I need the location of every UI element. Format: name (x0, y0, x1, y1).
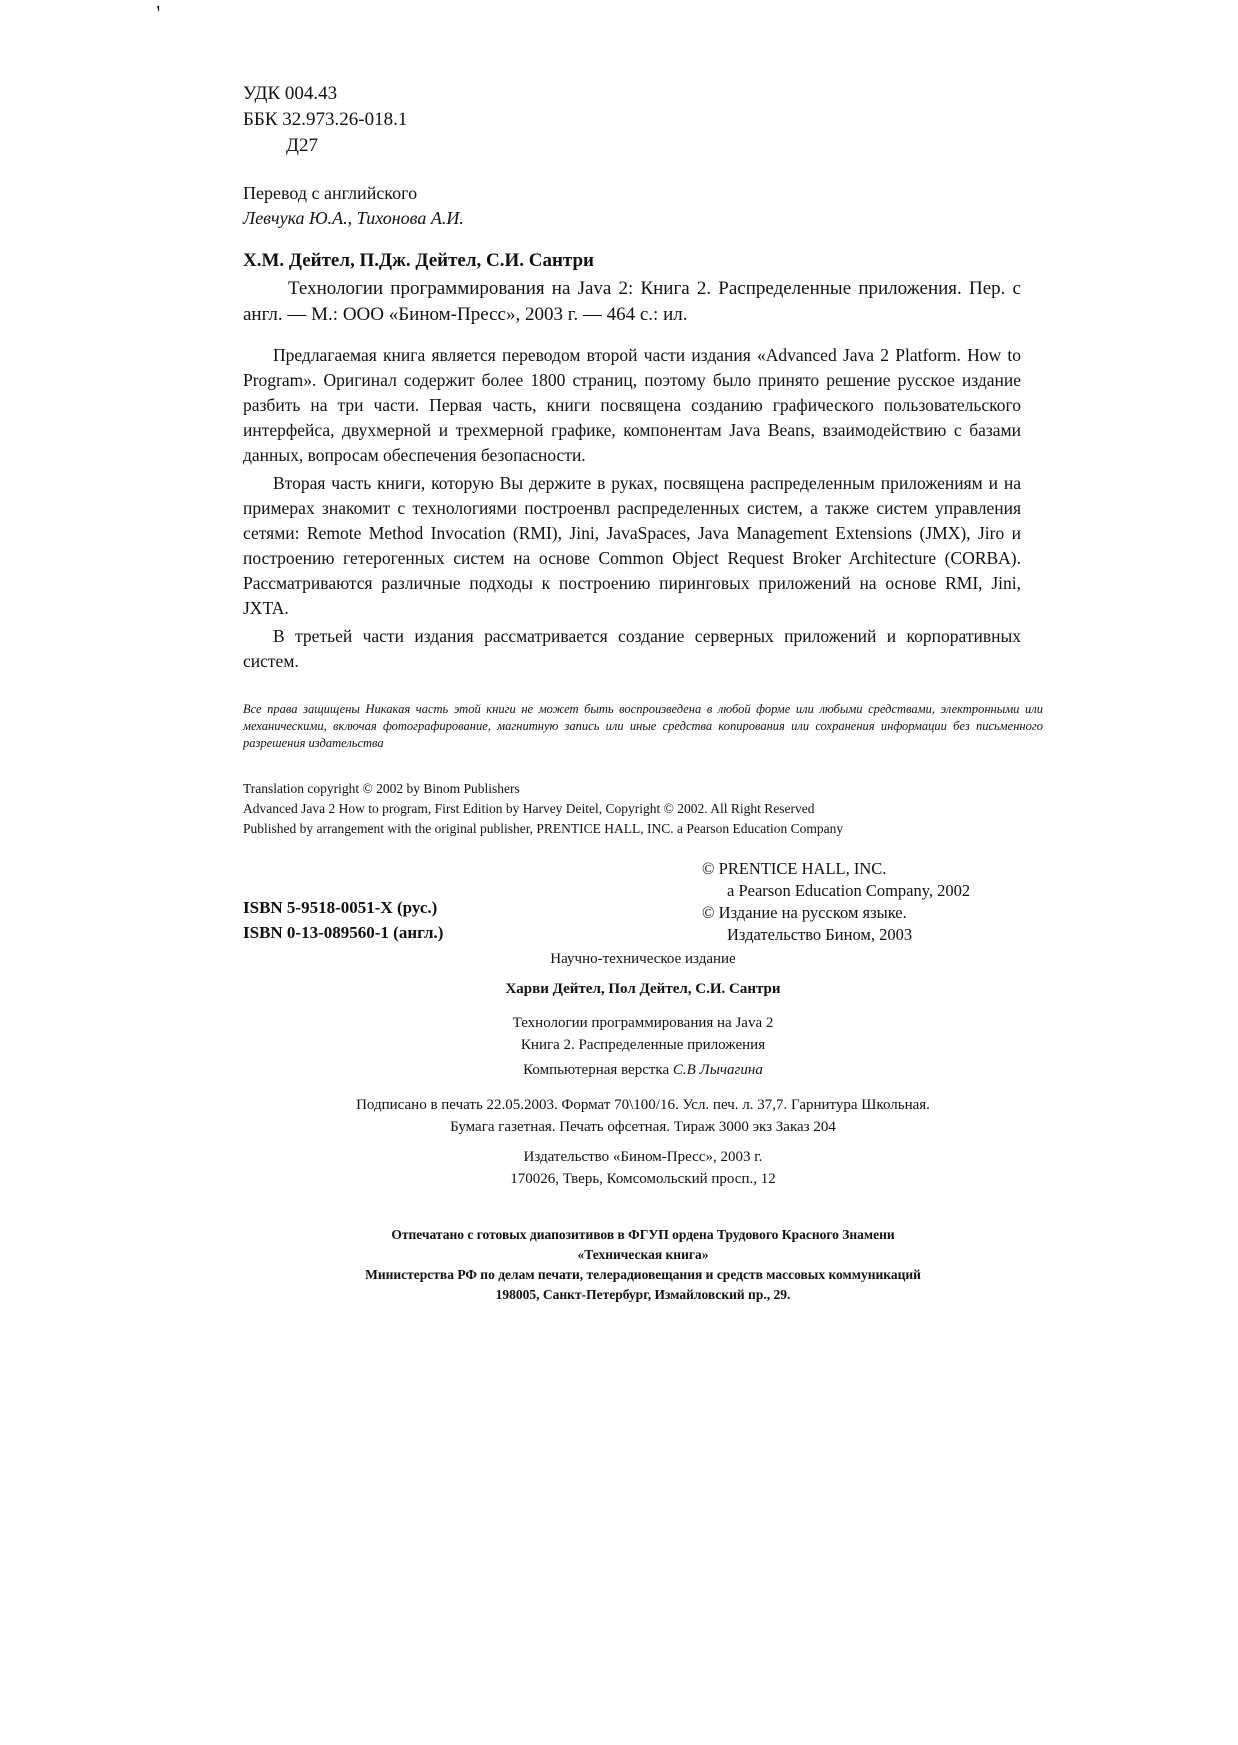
abstract-paragraph: Предлагаемая книга является переводом второй части издания «Advanced Java 2 Platform. How to Program». Оригинал содержит более 1800 страниц, поэтому было принято решение русское издание разбить на три части. Первая часть, книги посвящена созданию графического пользовательского интерфейса, двухмерной и трехмерной графике, компонентам Java Beans, взаимодействию с базами данных, вопросам обеспечения безопасности. (243, 345, 1021, 465)
translators: Левчука Ю.А., Тихонова А.И. (243, 208, 464, 228)
publisher-rights-line: © PRENTICE HALL, INC. (702, 859, 887, 878)
abstract (243, 343, 1021, 677)
printer-line: «Техническая книга» (577, 1247, 709, 1262)
publisher-address (243, 1146, 1043, 1190)
publisher-line: Издательство «Бином-Пресс», 2003 г. (523, 1149, 763, 1165)
publisher-rights-line: Издательство Бином, 2003 (727, 925, 913, 944)
isbn-en: ISBN 0-13-089560-1 (англ.) (243, 923, 444, 942)
authors-heading: Х.М. Дейтел, П.Дж. Дейтел, С.И. Сантри (243, 250, 594, 271)
author-mark: Д27 (286, 135, 318, 156)
classification-block (243, 81, 407, 159)
isbn-ru: ISBN 5-9518-0051-X (рус.) (243, 898, 438, 917)
copyright-line: Advanced Java 2 How to program, First Edition by Harvey Deitel, Copyright © 2002. All Right Reserved (243, 801, 815, 816)
layout-name: С.В Лычагина (672, 1062, 763, 1078)
publisher-line: 170026, Тверь, Комсомольский просп., 12 (510, 1171, 776, 1187)
abstract-paragraph: В третьей части издания рассматривается создание серверных приложений и корпоративных систем. (243, 626, 1021, 671)
colophon-authors: Харви Дейтел, Пол Дейтел, С.И. Сантри (505, 981, 781, 997)
copyright-line: Translation copyright © 2002 by Binom Publishers (243, 781, 520, 796)
copyright-line: Published by arrangement with the original publisher, PRENTICE HALL, INC. a Pearson Education Company (243, 821, 844, 836)
translation-block (243, 181, 464, 231)
printer-block (243, 1225, 1043, 1305)
biblio-text: Технологии программирования на Java 2: Книга 2. Распределенные приложения. Пер. с англ. — М.: ООО «Бином-Пресс», 2003 г. — 464 с.: ил. (243, 278, 1021, 325)
bibliographic-record (243, 276, 1021, 328)
colophon-title-line: Технологии программирования на Java 2 (512, 1015, 774, 1031)
publisher-rights-line: a Pearson Education Company, 2002 (727, 881, 971, 900)
print-details-line: Бумага газетная. Печать офсетная. Тираж 3000 экз Заказ 204 (450, 1119, 836, 1135)
publisher-rights-line: © Издание на русском языке. (702, 903, 907, 922)
abstract-paragraph: Вторая часть книги, которую Вы держите в руках, посвящена распределенным приложениям и на примерах знакомит с технологиями построенвл распределенных систем, а также систем управления сетями: Remote Method Invocation (RMI), Jini, JavaSpaces, Java Management Extensions (JMX), Jiro и построению гетерогенных систем на основе Common Object Request Broker Architecture (CORBA). Рассматриваются различные подходы к построению пиринговых приложений на основе RMI, Jini, JXTA. (243, 473, 1021, 618)
isbn-block (243, 895, 443, 945)
rights-notice: Все права защищены Никакая часть этой книги не может быть воспроизведена в любой форме или любыми средствами, электронными или механическими, включая фотографирование, магнитную запись или иные средства копирования или сохранения информации без письменного разрешения издательства (243, 702, 1043, 750)
layout-credit (243, 1062, 1043, 1079)
printer-line: 198005, Санкт-Петербург, Измайловский пр., 29. (495, 1287, 791, 1302)
bbk-code: ББК 32.973.26-018.1 (243, 109, 408, 130)
udk-code: УДК 004.43 (243, 83, 338, 104)
printer-line: Отпечатано с готовых диапозитивов в ФГУП ордена Трудового Красного Знамени (391, 1227, 895, 1242)
printer-line: Министерства РФ по делам печати, телерадиовещания и средств массовых коммуникаций (365, 1267, 921, 1282)
print-details (243, 1094, 1043, 1138)
corner-mark: ′ (153, 0, 167, 26)
edition-type: Научно-техническое издание (550, 951, 736, 967)
layout-label: Компьютерная верстка (523, 1062, 670, 1078)
print-details-line: Подписано в печать 22.05.2003. Формат 70\100/16. Усл. печ. л. 37,7. Гарнитура Школьная. (356, 1097, 930, 1113)
translation-label: Перевод с английского (243, 183, 418, 203)
colophon-title-line: Книга 2. Распределенные приложения (520, 1037, 766, 1053)
copyright-block (243, 779, 843, 839)
colophon-title (243, 1012, 1043, 1056)
publisher-rights-block (702, 858, 970, 946)
